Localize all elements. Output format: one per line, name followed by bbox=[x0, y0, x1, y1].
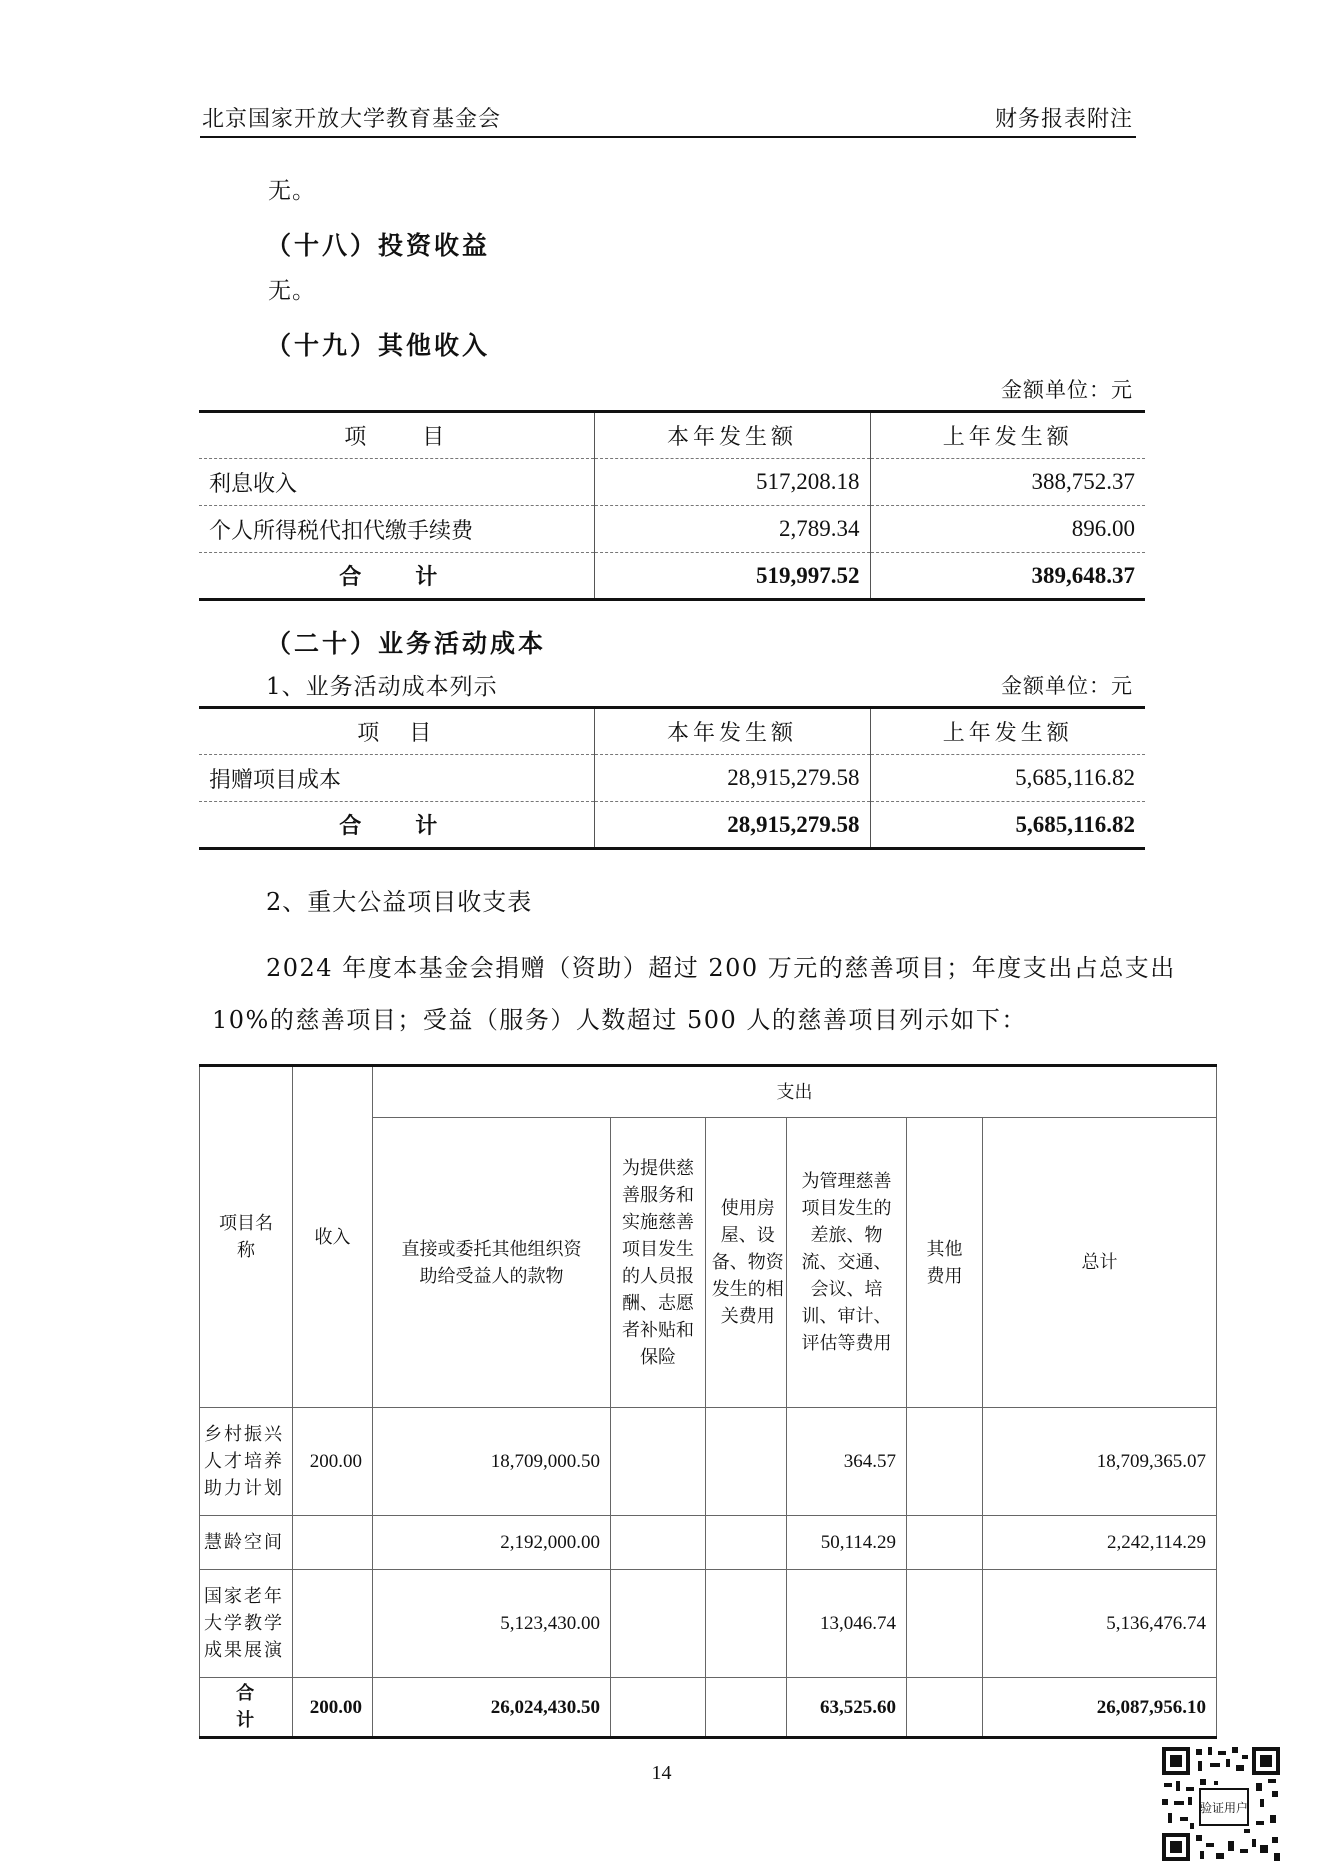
total-other-costs bbox=[907, 1678, 983, 1738]
business-cost-table bbox=[199, 706, 1145, 850]
other-income-table bbox=[199, 410, 1145, 601]
table-row bbox=[199, 755, 1145, 802]
total-prior: 5,685,116.82 bbox=[870, 802, 1145, 849]
header-doc-title: 财务报表附注 bbox=[994, 107, 1133, 132]
project-name: 国家老年大学教学成果展演 bbox=[200, 1570, 293, 1678]
table-row bbox=[200, 1408, 1217, 1516]
header-expense: 支出 bbox=[373, 1066, 1217, 1118]
total-total: 26,087,956.10 bbox=[983, 1678, 1217, 1738]
table-row bbox=[200, 1570, 1217, 1678]
header-current-year: 本年发生额 bbox=[594, 708, 870, 755]
row-prior: 388,752.37 bbox=[870, 459, 1145, 506]
total-current: 519,997.52 bbox=[594, 553, 870, 600]
project-facility-costs bbox=[706, 1570, 787, 1678]
text-none-top: 无。 bbox=[268, 178, 316, 204]
header-other-costs: 其他费用 bbox=[907, 1118, 983, 1408]
table-row bbox=[199, 506, 1145, 553]
project-personnel-costs bbox=[611, 1570, 706, 1678]
total-label: 合计 bbox=[200, 1678, 293, 1738]
qr-label: 验证用户 bbox=[1199, 1801, 1249, 1815]
row-prior: 896.00 bbox=[870, 506, 1145, 553]
header-management-costs: 为管理慈善项目发生的差旅、物流、交通、会议、培训、审计、评估等费用 bbox=[787, 1118, 907, 1408]
total-personnel-costs bbox=[611, 1678, 706, 1738]
table-total-row bbox=[199, 802, 1145, 849]
total-label: 合 计 bbox=[199, 553, 594, 600]
project-name: 乡村振兴人才培养助力计划 bbox=[200, 1408, 293, 1516]
header-divider bbox=[200, 136, 1136, 138]
row-label: 利息收入 bbox=[199, 459, 594, 506]
total-income: 200.00 bbox=[293, 1678, 373, 1738]
qr-code-icon bbox=[1160, 1745, 1282, 1863]
header-prior-year: 上年发生额 bbox=[870, 412, 1145, 459]
header-facility-costs: 使用房屋、设备、物资发生的相关费用 bbox=[706, 1118, 787, 1408]
section-18-title: （十八）投资收益 bbox=[266, 231, 491, 260]
row-current: 2,789.34 bbox=[594, 506, 870, 553]
header-item: 项 目 bbox=[199, 708, 594, 755]
total-prior: 389,648.37 bbox=[870, 553, 1145, 600]
project-other-costs bbox=[907, 1516, 983, 1570]
row-label: 个人所得税代扣代缴手续费 bbox=[199, 506, 594, 553]
header-total: 总计 bbox=[983, 1118, 1217, 1408]
row-label: 捐赠项目成本 bbox=[199, 755, 594, 802]
project-personnel-costs bbox=[611, 1408, 706, 1516]
section-19-unit: 金额单位：元 bbox=[1001, 378, 1133, 402]
table-header-row bbox=[199, 708, 1145, 755]
row-current: 517,208.18 bbox=[594, 459, 870, 506]
table-row bbox=[200, 1516, 1217, 1570]
project-direct-funding: 2,192,000.00 bbox=[373, 1516, 611, 1570]
header-current-year: 本年发生额 bbox=[594, 412, 870, 459]
project-other-costs bbox=[907, 1570, 983, 1678]
header-project-name: 项目名称 bbox=[200, 1066, 293, 1408]
total-direct-funding: 26,024,430.50 bbox=[373, 1678, 611, 1738]
project-income: 200.00 bbox=[293, 1408, 373, 1516]
row-prior: 5,685,116.82 bbox=[870, 755, 1145, 802]
project-direct-funding: 18,709,000.50 bbox=[373, 1408, 611, 1516]
project-total: 18,709,365.07 bbox=[983, 1408, 1217, 1516]
project-facility-costs bbox=[706, 1408, 787, 1516]
section-20-unit: 金额单位：元 bbox=[1001, 674, 1133, 698]
paragraph-line-1: 2024 年度本基金会捐赠（资助）超过 200 万元的慈善项目；年度支出占总支出 bbox=[266, 954, 1176, 982]
project-income bbox=[293, 1570, 373, 1678]
header-income: 收入 bbox=[293, 1066, 373, 1408]
project-total: 5,136,476.74 bbox=[983, 1570, 1217, 1678]
header-prior-year: 上年发生额 bbox=[870, 708, 1145, 755]
project-management-costs: 13,046.74 bbox=[787, 1570, 907, 1678]
section-20-subtitle-2: 2、重大公益项目收支表 bbox=[266, 888, 533, 916]
paragraph-line-2: 10%的慈善项目；受益（服务）人数超过 500 人的慈善项目列示如下： bbox=[212, 1006, 1027, 1034]
section-20-title: （二十）业务活动成本 bbox=[266, 629, 547, 658]
project-other-costs bbox=[907, 1408, 983, 1516]
total-facility-costs bbox=[706, 1678, 787, 1738]
project-personnel-costs bbox=[611, 1516, 706, 1570]
page-number: 14 bbox=[651, 1762, 672, 1784]
table-row bbox=[199, 459, 1145, 506]
project-income bbox=[293, 1516, 373, 1570]
table-header-row bbox=[199, 412, 1145, 459]
total-current: 28,915,279.58 bbox=[594, 802, 870, 849]
project-facility-costs bbox=[706, 1516, 787, 1570]
total-management-costs: 63,525.60 bbox=[787, 1678, 907, 1738]
section-19-title: （十九）其他收入 bbox=[266, 331, 491, 360]
project-total: 2,242,114.29 bbox=[983, 1516, 1217, 1570]
total-label: 合 计 bbox=[199, 802, 594, 849]
project-name: 慧龄空间 bbox=[200, 1516, 293, 1570]
header-org-name: 北京国家开放大学教育基金会 bbox=[202, 107, 502, 132]
header-personnel-costs: 为提供慈善服务和实施慈善项目发生的人员报酬、志愿者补贴和保险 bbox=[611, 1118, 706, 1408]
table-total-row bbox=[200, 1678, 1217, 1738]
header-item: 项 目 bbox=[199, 412, 594, 459]
table-header-row bbox=[200, 1066, 1217, 1118]
row-current: 28,915,279.58 bbox=[594, 755, 870, 802]
header-direct-funding: 直接或委托其他组织资助给受益人的款物 bbox=[373, 1118, 611, 1408]
section-20-subtitle-1: 1、业务活动成本列示 bbox=[266, 674, 498, 700]
major-project-table bbox=[199, 1064, 1217, 1739]
table-total-row bbox=[199, 553, 1145, 600]
project-management-costs: 50,114.29 bbox=[787, 1516, 907, 1570]
section-18-text: 无。 bbox=[268, 278, 316, 304]
project-direct-funding: 5,123,430.00 bbox=[373, 1570, 611, 1678]
project-management-costs: 364.57 bbox=[787, 1408, 907, 1516]
